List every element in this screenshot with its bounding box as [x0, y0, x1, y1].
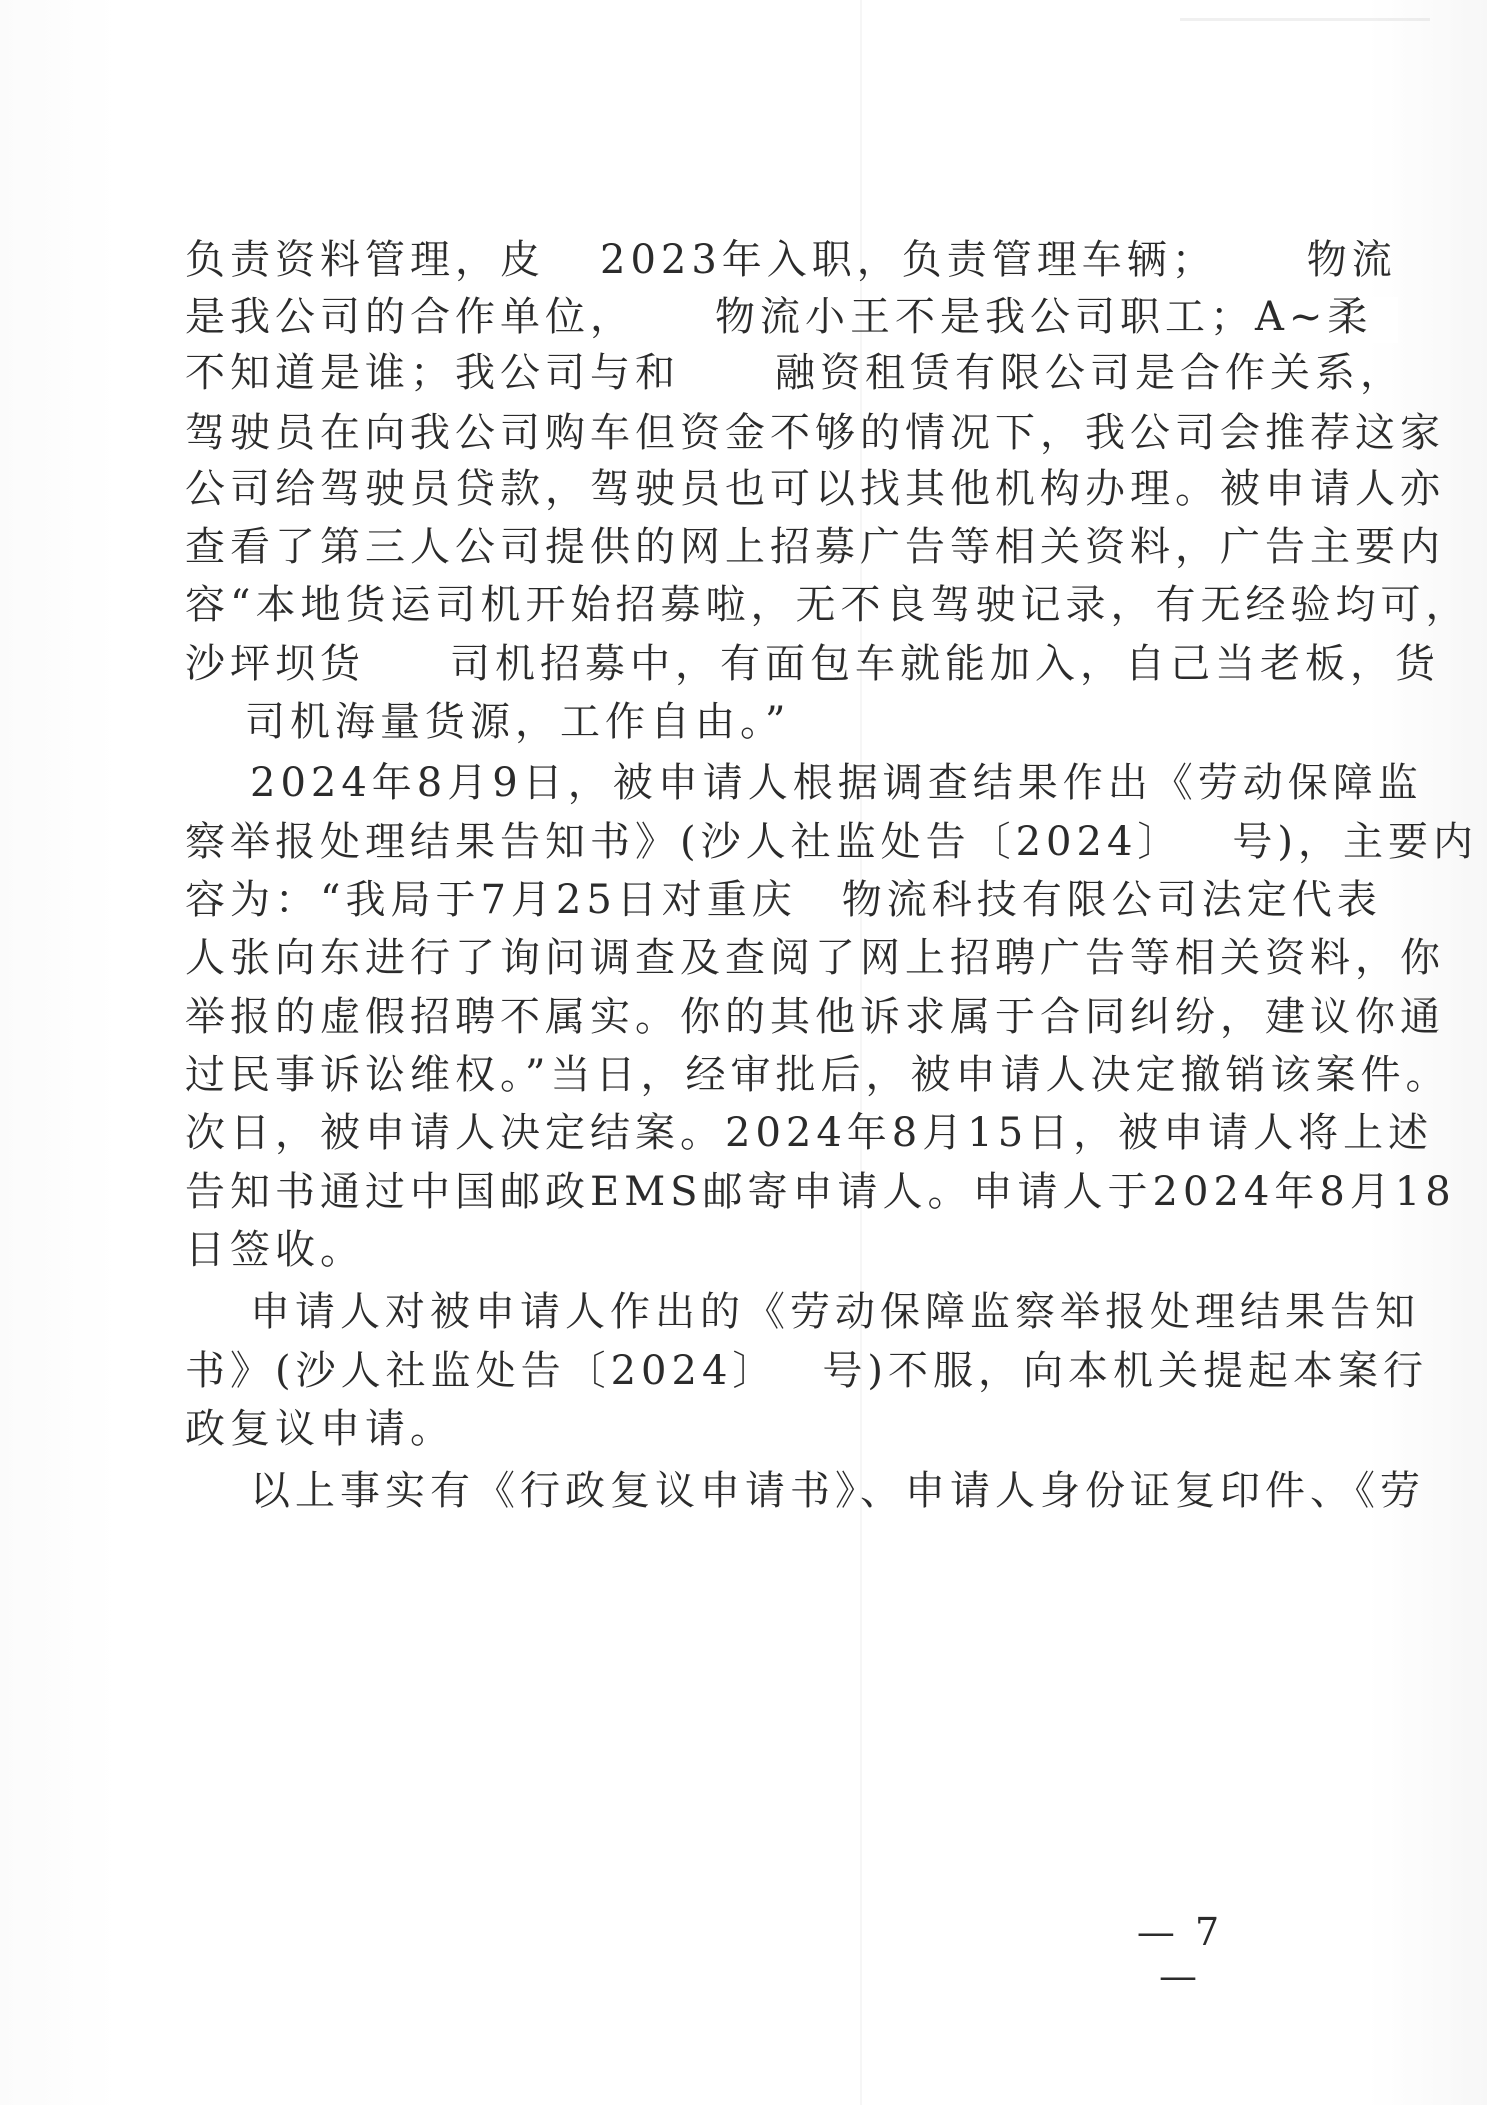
- text-line-5: 公司给驾驶员贷款，驾驶员也可以找其他机构办理。被申请人亦: [185, 466, 1445, 512]
- text-line-17: 告知书通过中国邮政EMS邮寄申请人。申请人于2024年8月18: [185, 1169, 1456, 1215]
- text-line-7: 容“本地货运司机开始招募啦，无不良驾驶记录，有无经验均可，: [185, 582, 1471, 628]
- text-line-16: 次日，被申请人决定结案。2024年8月15日，被申请人将上述: [185, 1110, 1434, 1156]
- redaction: [797, 881, 842, 925]
- text-line-18: 日签收。: [185, 1227, 365, 1273]
- text-line-15: 过民事诉讼维权。”当日，经审批后，被申请人决定撤销该案件。: [185, 1052, 1451, 1098]
- redaction: [545, 241, 600, 285]
- redaction: [1182, 823, 1232, 867]
- text-line-22: 以上事实有《行政复议申请书》、申请人身份证复印件、《劳: [250, 1468, 1425, 1514]
- redaction: [777, 1352, 822, 1396]
- text-line-11: 察举报处理结果告知书》(沙人社监处告〔2024〕 号)，主要内: [185, 819, 1479, 865]
- text-line-8: 沙坪坝货 司机招募中，有面包车就能加入，自己当老板，货: [185, 641, 1440, 687]
- redaction: [365, 645, 450, 689]
- text-line-3: 不知道是谁；我公司与和 融资租赁有限公司是合作关系，: [185, 350, 1405, 396]
- text-line-13: 人张向东进行了询问调查及查阅了网上招聘广告等相关资料，你: [185, 935, 1445, 981]
- redaction: [1217, 241, 1307, 285]
- text-line-4: 驾驶员在向我公司购车但资金不够的情况下，我公司会推荐这家: [185, 410, 1445, 456]
- text-line-1: 负责资料管理，皮 2023年入职，负责管理车辆； 物流: [185, 237, 1397, 283]
- text-line-20: 书》(沙人社监处告〔2024〕 号)不服，向本机关提起本案行: [185, 1348, 1429, 1394]
- text-line-21: 政复议申请。: [185, 1406, 455, 1452]
- text-line-19: 申请人对被申请人作出的《劳动保障监察举报处理结果告知: [250, 1289, 1420, 1335]
- redaction: [635, 298, 715, 342]
- page-number: — 7 —: [1136, 1910, 1224, 1998]
- text-line-9: 司机海量货源，工作自由。”: [185, 697, 1315, 747]
- scan-smudge: [1180, 18, 1430, 21]
- redaction: [1372, 298, 1397, 342]
- text-line-12: 容为：“我局于7月25日对重庆 物流科技有限公司法定代表: [185, 877, 1382, 923]
- redaction: [185, 703, 245, 747]
- text-line-10: 2024年8月9日，被申请人根据调查结果作出《劳动保障监: [250, 760, 1423, 806]
- text-line-14: 举报的虚假招聘不属实。你的其他诉求属于合同纠纷，建议你通: [185, 994, 1445, 1040]
- redaction: [680, 354, 775, 398]
- text-line-6: 查看了第三人公司提供的网上招募广告等相关资料，广告主要内: [185, 524, 1445, 570]
- text-line-2: 是我公司的合作单位， 物流小王不是我公司职工；A~柔: [185, 292, 1315, 342]
